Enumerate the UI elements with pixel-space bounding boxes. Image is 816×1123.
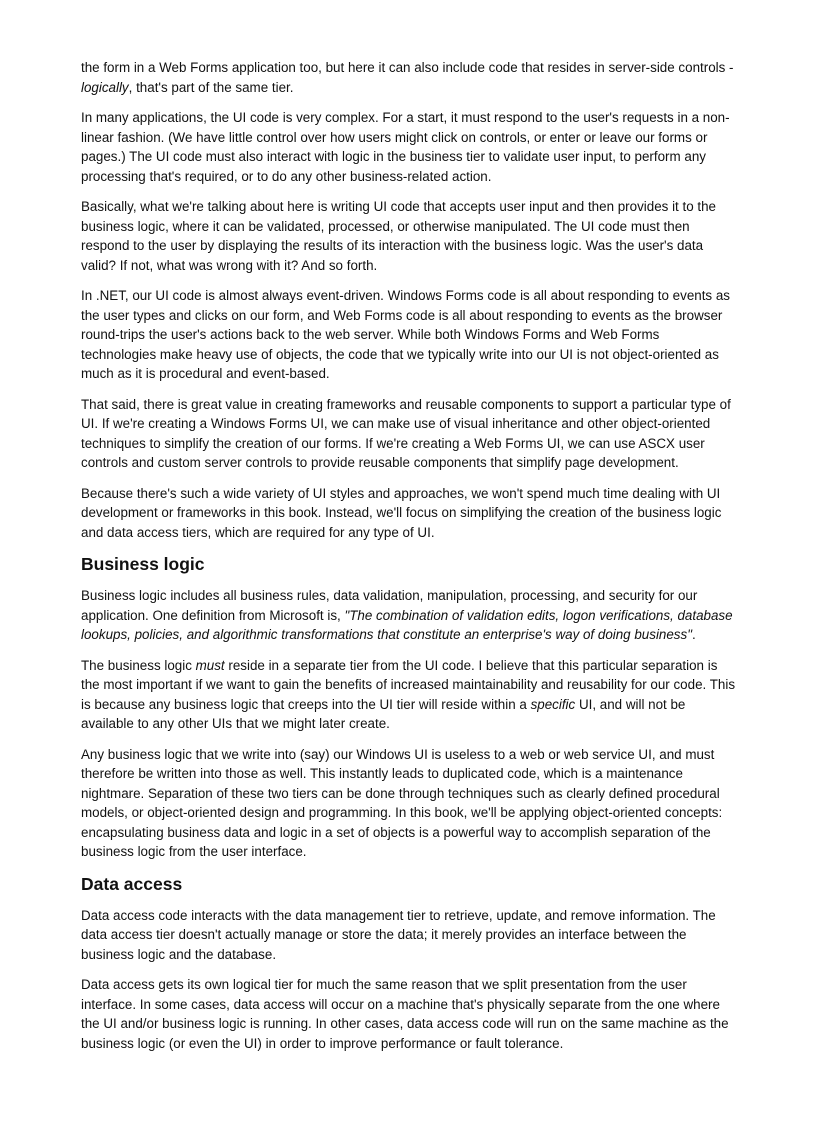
heading-business-logic: Business logic bbox=[81, 554, 205, 574]
intro-paragraph-2: In many applications, the UI code is very complex. For a start, it must respond to the user's requests in a non-linear fashion. (We have little control over how users might click on controls, or enter or leave our forms or pages.) The UI code must also interact with logic in the business tier to validate user input, to perform any processing that's required, or to do any other business-related action. bbox=[81, 110, 730, 184]
business-logic-paragraph-2: The business logic must reside in a separate tier from the UI code. I believe that this particular separation is the most important if we want to gain the benefits of increased maintainability and reusability for our code. This is because any business logic that creeps into the UI tier will reside within a specific UI, and will not be available to any other UIs that we might later create. bbox=[81, 657, 736, 731]
emphasis-logically: logically bbox=[81, 79, 129, 95]
data-access-paragraph-1: Data access code interacts with the data management tier to retrieve, update, and remove information. The data access tier doesn't actually manage or store the data; it merely provides an interface between the business logic and the database. bbox=[81, 907, 716, 962]
emphasis-specific: specific bbox=[530, 696, 576, 712]
business-logic-paragraph-3: Any business logic that we write into (say) our Windows UI is useless to a web or web service UI, and must therefore be written into those as well. This instantly leads to duplicated code, which is a maintenance nightmare. Separation of these two tiers can be done through techniques such as clearly defined procedural models, or object-oriented design and programming. In this book, we'll be applying object-oriented concepts: encapsulating business data and logic in a set of objects is a powerful way to accomplish separation of the business logic from the user interface. bbox=[81, 746, 723, 859]
business-logic-paragraph-1: Business logic includes all business rules, data validation, manipulation, processing, and security for our application. One definition from Microsoft is, "The combination of validation edits, logon verifications, database lookups, policies, and algorithmic transformations that constitute an enterprise's way of doing business". bbox=[81, 588, 733, 642]
heading-data-access: Data access bbox=[81, 873, 183, 894]
intro-paragraph-1: the form in a Web Forms application too, but here it can also include code that resides in server-side controls - logically, that's part of the same tier. bbox=[81, 60, 734, 95]
intro-paragraph-4: In .NET, our UI code is almost always event-driven. Windows Forms code is all about responding to events as the user types and clicks on our form, and Web Forms code is all about responding to events as the browser round-trips the user's actions back to the web server. While both Windows Forms and Web Forms technologies make heavy use of objects, the code that we typically write into our UI is not object-oriented as much as it is procedural and event-based. bbox=[81, 288, 730, 381]
emphasis-must: must bbox=[195, 657, 225, 673]
intro-paragraph-5: That said, there is great value in creating frameworks and reusable components to support a particular type of UI. If we're creating a Windows Forms UI, we can make use of visual inheritance and other object-oriented techniques to simplify the creation of our forms. If we're creating a Web Forms UI, we can use ASCX user controls and custom server controls to provide reusable components that simplify page development. bbox=[81, 396, 731, 470]
intro-paragraph-6: Because there's such a wide variety of UI styles and approaches, we won't spend much time dealing with UI development or frameworks in this book. Instead, we'll focus on simplifying the creation of the business logic and data access tiers, which are required for any type of UI. bbox=[81, 485, 722, 540]
intro-paragraph-3: Basically, what we're talking about here is writing UI code that accepts user input and then provides it to the business logic, where it can be validated, processed, or otherwise manipulated. The UI code must then respond to the user by displaying the results of its interaction with the business logic. Was the user's data valid? If not, what was wrong with it? And so forth. bbox=[81, 199, 716, 273]
data-access-paragraph-2: Data access gets its own logical tier for much the same reason that we split presentation from the user interface. In some cases, data access will occur on a machine that's physically separate from the one where the UI and/or business logic is running. In other cases, data access code will run on the same machine as the business logic (or even the UI) in order to improve performance or fault tolerance. bbox=[81, 977, 729, 1051]
microsoft-definition-quote: "The combination of validation edits, logon verifications, database lookups, policies, and algorithmic transformations that constitute an enterprise's way of doing business" bbox=[81, 607, 733, 642]
